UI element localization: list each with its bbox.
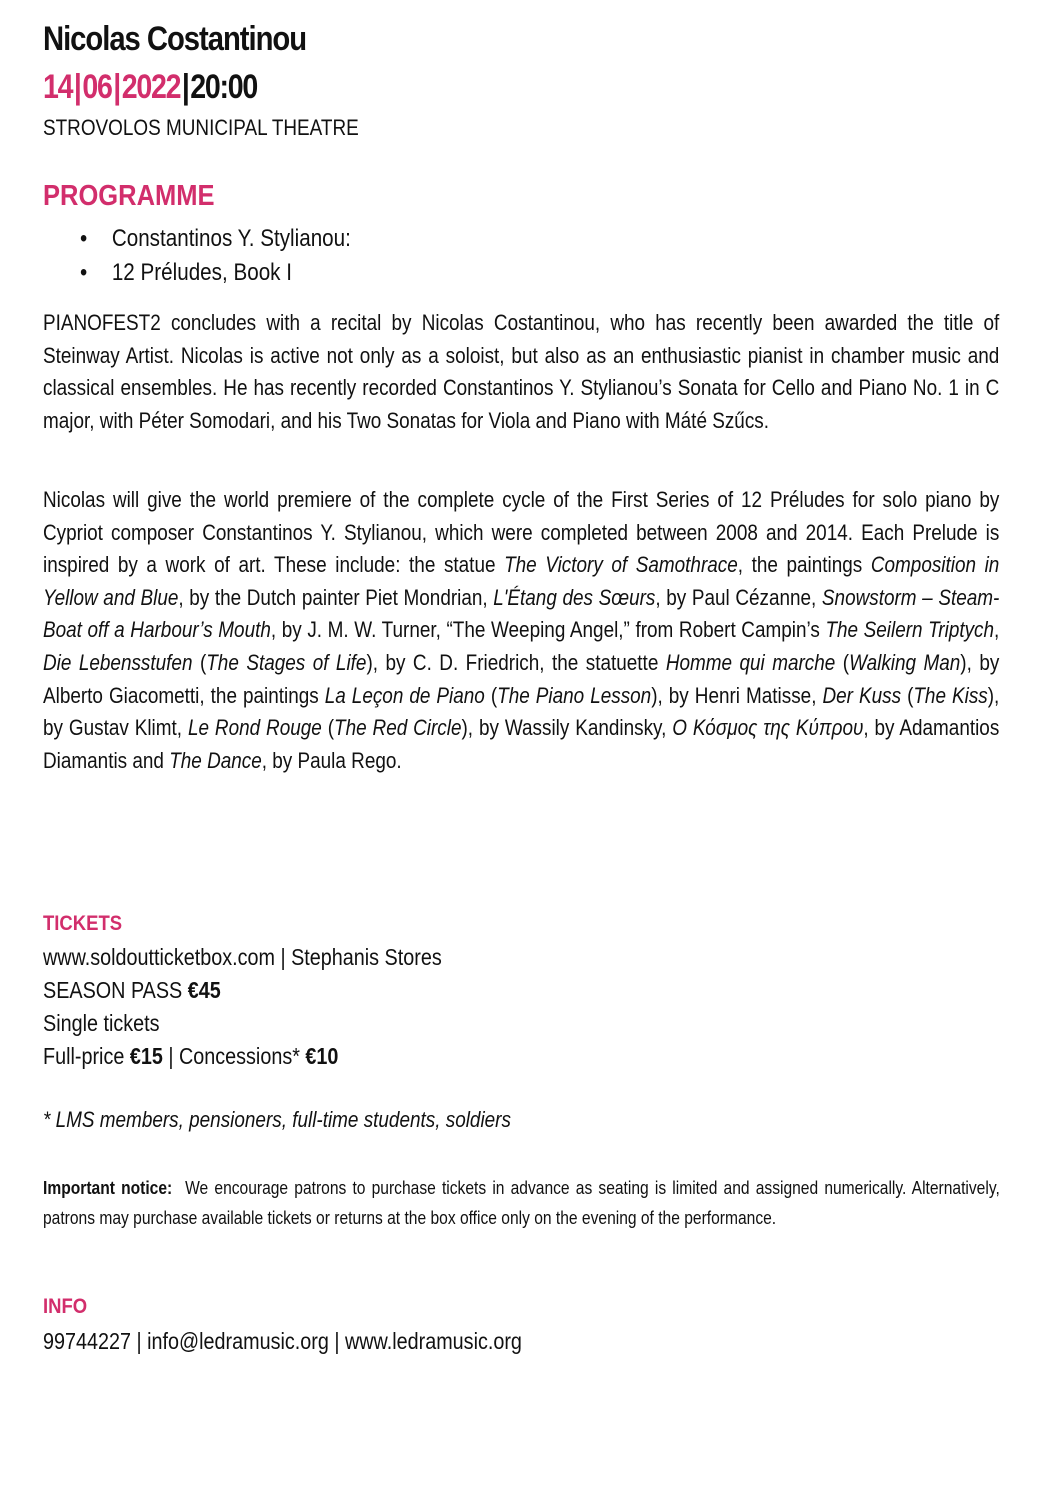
artwork-title: Ο Κόσμος της Κύπρου	[672, 715, 864, 741]
info-heading: INFO	[43, 1295, 88, 1318]
ticket-outlets: www.soldoutticketbox.com | Stephanis Stores	[43, 944, 442, 970]
artwork-title: Homme qui marche	[665, 649, 836, 675]
contact-info: 99744227 | info@ledramusic.org | www.ledramusic.org	[43, 1328, 522, 1354]
programme-item: • Constantinos Y. Stylianou:	[80, 222, 351, 256]
artwork-title: Composition in Yellow and Blue	[43, 552, 1000, 610]
artwork-title: The Dance	[169, 747, 262, 773]
date-month: 06	[82, 68, 112, 106]
artwork-title: Walking Man	[849, 649, 961, 675]
date-day: 14	[43, 68, 73, 106]
venue: STROVOLOS MUNICIPAL THEATRE	[43, 115, 359, 140]
notice-label: Important notice:	[43, 1177, 173, 1198]
time-separator: |	[181, 68, 189, 106]
important-notice: Important notice: We encourage patrons to purchase tickets in advance as seating is limited and assigned numerically. Alternatively, patrons may purchase available tickets or returns at the box office only on the evening of the performance.	[43, 1177, 1000, 1228]
artwork-title: The Stages of Life	[206, 649, 367, 675]
artwork-title: Der Kuss	[822, 682, 902, 708]
bullet-icon: •	[80, 225, 88, 252]
concert-time: 20:00	[190, 68, 258, 106]
programme-list	[80, 222, 395, 290]
description-paragraph-1: PIANOFEST2 concludes with a recital by Nicolas Costantinou, who has recently been awarded the title of Steinway Artist. Nicolas is active not only as a soloist, but also as an enthusiastic pianist in chamber music and classical ensembles. He has recently recorded Constantinos Y. Stylianou’s Sonata for Cello and Piano No. 1 in C major, with Péter Somodari, and his Two Sonatas for Viola and Piano with Máté Szűcs.	[43, 310, 1000, 433]
artwork-title: The Piano Lesson	[497, 682, 652, 708]
bullet-icon: •	[80, 259, 88, 286]
programme-item: • 12 Préludes, Book I	[80, 256, 351, 290]
artwork-title: The Kiss	[913, 682, 988, 708]
artwork-title: The Victory of Samothrace	[504, 552, 738, 578]
artwork-title: La Leçon de Piano	[324, 682, 485, 708]
artwork-title: Le Rond Rouge	[187, 715, 322, 741]
date-time-line	[43, 68, 257, 107]
artwork-title: L'Étang des Sœurs	[493, 584, 656, 610]
programme-heading: PROGRAMME	[43, 180, 215, 212]
date-separator: |	[73, 68, 81, 106]
artwork-title: The Seilern Triptych	[825, 617, 995, 643]
artwork-title: Die Lebensstufen	[43, 649, 193, 675]
season-pass-price: €45	[187, 977, 221, 1003]
single-tickets-label: Single tickets	[43, 1010, 160, 1036]
concessions-footnote: * LMS members, pensioners, full-time students, soldiers	[43, 1107, 511, 1132]
date-year: 2022	[121, 68, 181, 106]
ticket-prices: Full-price €15 | Concessions* €10	[43, 1043, 339, 1069]
description-paragraph-2: Nicolas will give the world premiere of the complete cycle of the First Series of 12 Préludes for solo piano by Cypriot composer Constantinos Y. Stylianou, which were completed between 2008 and 2014. Each Prelude is inspired by a work of art. These include: the statue The Victory of Samothrace, the paintings Composition in Yellow and Blue, by the Dutch painter Piet Mondrian, L'Étang des Sœurs, by Paul Cézanne, Snowstorm – Steam-Boat off a Harbour’s Mouth, by J. M. W. Turner, “The Weeping Angel,” from Robert Campin’s The Seilern Triptych, Die Lebensstufen (The Stages of Life), by C. D. Friedrich, the statuette Homme qui marche (Walking Man), by Alberto Giacometti, the paintings La Leçon de Piano (The Piano Lesson), by Henri Matisse, Der Kuss (The Kiss), by Gustav Klimt, Le Rond Rouge (The Red Circle), by Wassily Kandinsky, Ο Κόσμος της Κύπρου, by Adamantios Diamantis and The Dance, by Paula Rego.	[43, 487, 1000, 773]
concessions-price: €10	[305, 1043, 339, 1069]
tickets-heading: TICKETS	[43, 912, 123, 935]
artwork-title: Snowstorm – Steam-Boat off a Harbour’s Mouth	[43, 584, 1000, 643]
season-pass: SEASON PASS €45	[43, 977, 221, 1003]
full-price: €15	[129, 1043, 163, 1069]
date-separator: |	[113, 68, 121, 106]
artwork-title: The Red Circle	[334, 715, 462, 741]
performer-name: Nicolas Costantinou	[43, 20, 307, 58]
